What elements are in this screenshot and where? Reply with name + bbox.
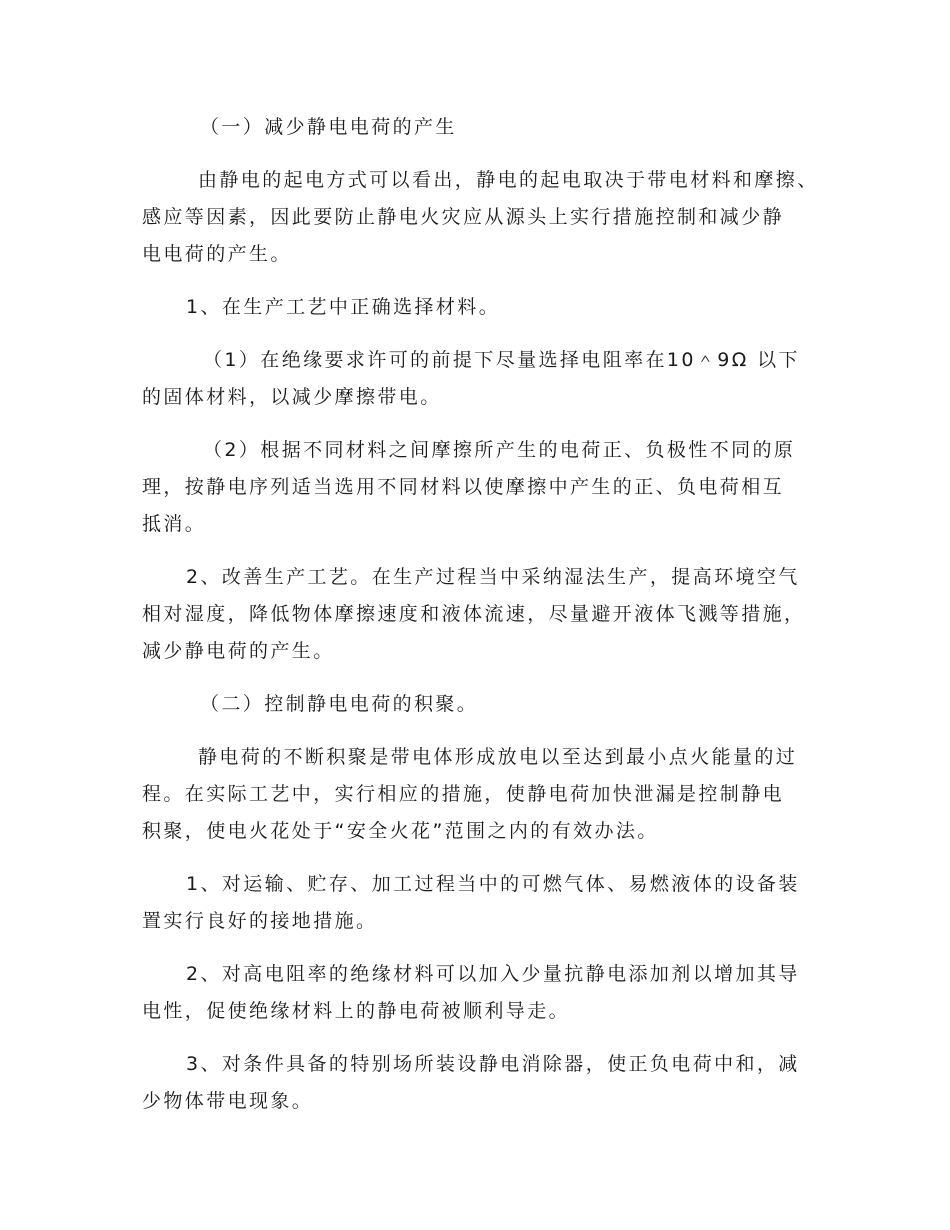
list-item-line: 相对湿度，降低物体摩擦速度和液体流速，尽量避开液体飞溅等措施，	[142, 603, 806, 625]
sub-item-line: 理，按静电序列适当选用不同材料以使摩擦中产生的正、负电荷相互	[142, 476, 785, 498]
list-item-line: 置实行良好的接地措施。	[142, 910, 378, 932]
list-item-line: 少物体带电现象。	[142, 1090, 314, 1112]
paragraph-line: 由静电的起电方式可以看出，静电的起电取决于带电材料和摩擦、	[198, 169, 819, 191]
list-item-heading: 1、在生产工艺中正确选择材料。	[186, 296, 501, 318]
sub-item-line: 抵消。	[142, 513, 207, 535]
list-item-line: 3、对条件具备的特别场所装设静电消除器，使正负电荷中和，减	[186, 1053, 800, 1075]
paragraph-line: 电电荷的产生。	[142, 243, 292, 265]
sub-item-line: 的固体材料，以减少摩擦带电。	[142, 386, 442, 408]
paragraph-line: 程。在实际工艺中，实行相应的措施，使静电荷加快泄漏是控制静电	[142, 783, 785, 805]
list-item-line: 电性，促使绝缘材料上的静电荷被顺利导走。	[142, 1000, 571, 1022]
paragraph-line: 感应等因素，因此要防止静电火灾应从源头上实行措施控制和减少静	[142, 206, 785, 228]
section-heading-2: （二）控制静电电荷的积聚。	[200, 693, 479, 715]
list-item-line: 1、对运输、贮存、加工过程当中的可燃气体、易燃液体的设备装	[186, 873, 800, 895]
list-item-line: 2、改善生产工艺。在生产过程当中采纳湿法生产，提高环境空气	[186, 566, 800, 588]
list-item-line: 2、对高电阻率的绝缘材料可以加入少量抗静电添加剂以增加其导	[186, 963, 800, 985]
section-heading-1: （一）减少静电电荷的产生	[200, 116, 457, 138]
list-item-line: 减少静电荷的产生。	[142, 640, 335, 662]
sub-item-line: （1）在绝缘要求许可的前提下尽量选择电阻率在10＾9Ω 以下	[203, 349, 800, 371]
sub-item-line: （2）根据不同材料之间摩擦所产生的电荷正、负极性不同的原	[203, 439, 796, 461]
paragraph-line: 积聚，使电火花处于“安全火花”范围之内的有效办法。	[142, 820, 659, 842]
paragraph-line: 静电荷的不断积聚是带电体形成放电以至达到最小点火能量的过	[198, 746, 798, 768]
